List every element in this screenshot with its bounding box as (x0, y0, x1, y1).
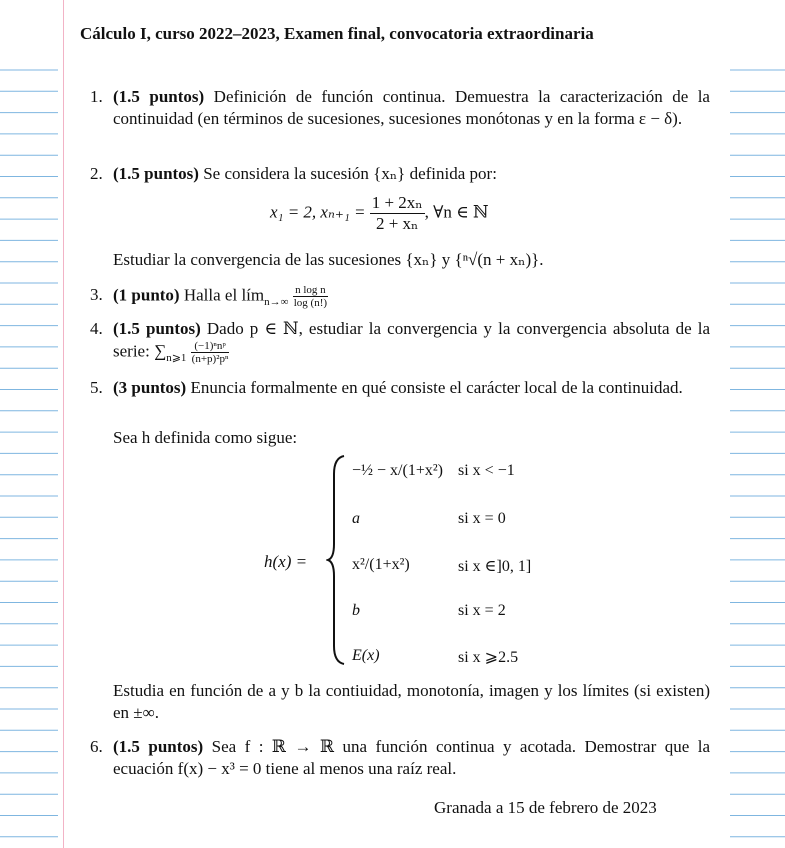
problem-number: 3. (90, 285, 103, 304)
case-row (352, 510, 360, 528)
recurrence-formula (270, 193, 489, 234)
sum-symbol: ∑ (154, 341, 167, 361)
fraction-denominator: 2 + xₙ (375, 214, 419, 233)
recurrence-fraction (370, 193, 425, 234)
problem-points: (1.5 puntos) (113, 319, 201, 338)
problem-text: Se considera la sucesión {xₙ} definida por: (198, 164, 497, 183)
problem-points: (1.5 puntos) (113, 164, 199, 183)
case-expression: −½ − x/(1+x²) (352, 462, 443, 479)
problem-2 (90, 163, 710, 185)
fraction-denominator: log (n!) (293, 297, 328, 309)
problem-1 (90, 86, 710, 130)
problem-text: Sea f : ℝ → ℝ una función continua y acotada. Demostrar que la ecuación f(x) − x³ = 0 tiene al menos una raíz real. (113, 737, 710, 778)
problem-number: 6. (90, 737, 103, 756)
case-condition: si x ∈]0, 1] (458, 558, 532, 575)
case-row (352, 462, 443, 480)
problem-5-followup: Estudia en función de a y b la contiuidad, monotonía, imagen y los límites (si existen) en ±∞. (113, 681, 710, 722)
formula-right: , ∀n ∈ ℕ (424, 202, 489, 222)
problem-text: Enuncia formalmente en qué consiste el carácter local de la continuidad. (186, 378, 683, 397)
problem-points: (1.5 puntos) (113, 87, 205, 106)
problem-number: 1. (90, 87, 103, 106)
problem-number: 4. (90, 319, 103, 338)
exam-title: Cálculo I, curso 2022–2023, Examen final, convocatoria extraordinaria (80, 24, 594, 43)
problem-points: (1.5 puntos) (113, 737, 204, 756)
case-expression: b (352, 602, 360, 619)
piecewise-lhs (264, 552, 307, 572)
case-expression: a (352, 510, 360, 527)
problem-text: Definición de función continua. Demuestra la caracterización de la continuidad (en términos de sucesiones, sucesiones monótonas y en la forma ε − δ). (113, 87, 710, 128)
case-expression: E(x) (352, 647, 380, 664)
case-row (352, 556, 410, 574)
case-condition: si x < −1 (458, 462, 515, 479)
problem-text: Dado p ∈ ℕ, estudiar la convergencia y la convergencia absoluta de la serie: (113, 319, 710, 361)
sum-subscript: n⩾1 (166, 351, 187, 364)
case-condition: si x = 0 (458, 510, 506, 527)
problem-4 (90, 318, 710, 369)
problem-text: Halla el lím (179, 285, 265, 305)
case-condition: si x ⩾2.5 (458, 649, 519, 666)
case-row (352, 647, 380, 665)
left-brace (326, 454, 348, 666)
fraction-denominator: (n+p)²pⁿ (191, 353, 229, 365)
problem-5 (90, 377, 710, 399)
fraction-numerator: (−1)ⁿnᵖ (191, 340, 230, 353)
piecewise-intro: Sea h definida como sigue: (113, 428, 298, 447)
problem-points: (1 punto) (113, 285, 180, 305)
problem-6 (90, 736, 710, 780)
case-condition: si x = 2 (458, 602, 506, 619)
fraction-numerator: 1 + 2xₙ (371, 193, 423, 212)
case-expression: x²/(1+x²) (352, 556, 410, 573)
formula-left: x₁ = 2, xₙ₊₁ = (270, 202, 370, 222)
problem-number: 5. (90, 378, 103, 397)
series-fraction (191, 340, 230, 365)
function-name: h(x) = (264, 552, 308, 571)
case-row (352, 602, 360, 620)
problem-number: 2. (90, 164, 103, 183)
fraction-numerator: n log n (293, 284, 328, 297)
limit-fraction (293, 284, 328, 309)
problem-2-followup: Estudiar la convergencia de las sucesiones {xₙ} y {ⁿ√(n + xₙ)}. (113, 250, 544, 269)
problem-3 (90, 284, 710, 313)
limit-subscript: n→∞ (264, 295, 289, 308)
footer-date: Granada a 15 de febrero de 2023 (434, 798, 657, 817)
problem-points: (3 puntos) (113, 378, 187, 397)
